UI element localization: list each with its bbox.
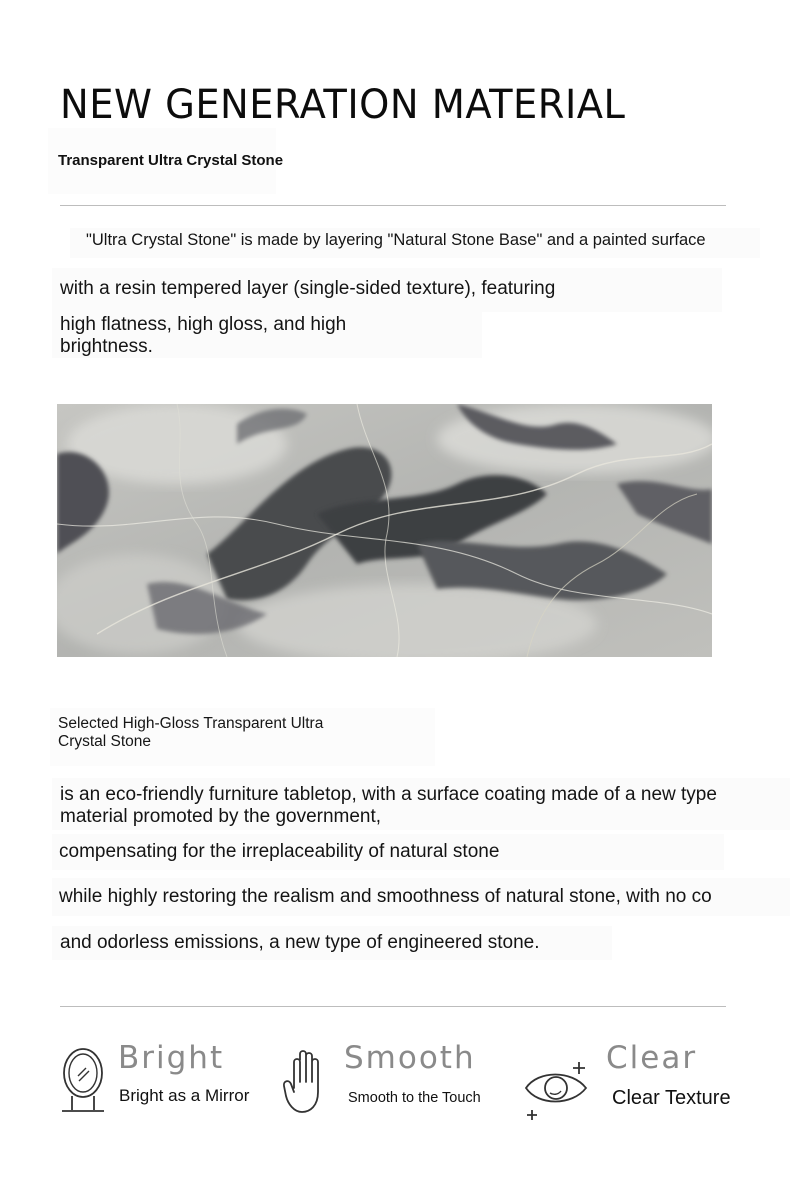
feature-title-bright: Bright — [118, 1040, 225, 1076]
section-line-5: and odorless emissions, a new type of engineered stone. — [60, 932, 540, 953]
intro-line-2: with a resin tempered layer (single-sided texture), featuring — [60, 278, 556, 299]
feature-subtitle-smooth: Smooth to the Touch — [348, 1090, 481, 1106]
feature-title-clear: Clear — [606, 1040, 698, 1076]
page-title: NEW GENERATION MATERIAL — [60, 82, 626, 128]
marble-texture — [57, 404, 712, 657]
feature-subtitle-bright: Bright as a Mirror — [119, 1086, 250, 1105]
feature-bright — [56, 1040, 256, 1120]
feature-smooth — [282, 1040, 502, 1120]
section-heading-line-1: Selected High-Gloss Transparent Ultra — [58, 715, 324, 732]
feature-subtitle-clear: Clear Texture — [612, 1087, 731, 1109]
feature-clear — [520, 1040, 760, 1124]
section-line-1: is an eco-friendly furniture tabletop, with a surface coating made of a new type — [60, 784, 717, 805]
section-heading-line-2: Crystal Stone — [58, 733, 152, 750]
mirror-icon — [58, 1046, 108, 1116]
marble-slab-image — [57, 404, 712, 657]
section-line-3: compensating for the irreplaceability of natural stone — [59, 841, 500, 862]
intro-line-4: brightness. — [60, 336, 153, 357]
intro-line-1: "Ultra Crystal Stone" is made by layering "Natural Stone Base" and a painted surface — [86, 231, 706, 249]
page-subtitle: Transparent Ultra Crystal Stone — [58, 152, 284, 169]
feature-title-smooth: Smooth — [344, 1040, 476, 1076]
section-line-2: material promoted by the government, — [60, 806, 382, 827]
hand-icon — [282, 1048, 326, 1118]
intro-line-3: high flatness, high gloss, and high — [60, 314, 347, 335]
section-line-4: while highly restoring the realism and smoothness of natural stone, with no co — [59, 886, 712, 907]
bottom-divider — [60, 1006, 726, 1007]
top-divider — [60, 205, 726, 206]
section-heading — [58, 715, 323, 751]
eye-sparkle-icon — [522, 1060, 592, 1124]
